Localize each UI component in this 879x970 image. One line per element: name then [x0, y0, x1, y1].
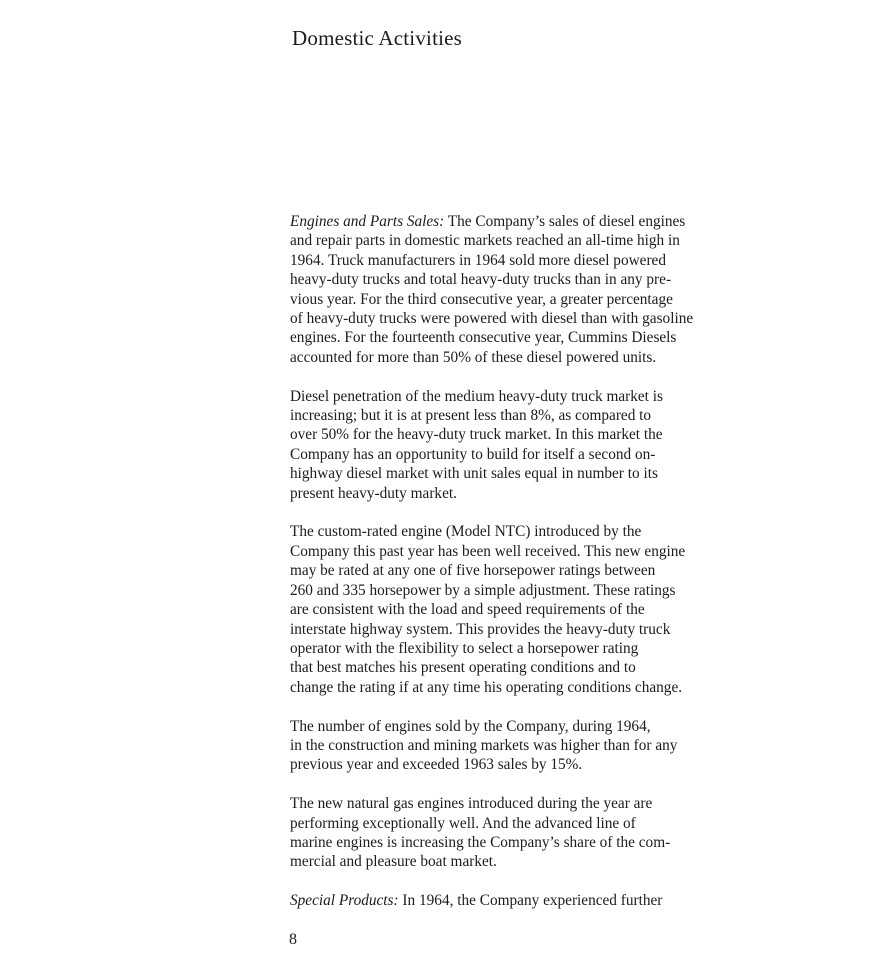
section-lead-engines-parts-sales: Engines and Parts Sales:: [290, 213, 445, 230]
text-line: increasing; but it is at present less than 8%, as compared to: [290, 407, 652, 425]
text-line: are consistent with the load and speed requirements of the: [290, 601, 645, 619]
text-line: The new natural gas engines introduced during the year are: [290, 795, 653, 813]
text-line: performing exceptionally well. And the advanced line of: [290, 814, 636, 832]
text-line: heavy-duty trucks and total heavy-duty trucks than in any pre-: [290, 271, 672, 289]
text-line: of heavy-duty trucks were powered with diesel than with gasoline: [290, 310, 694, 328]
text-line: and repair parts in domestic markets reached an all-time high in: [290, 232, 680, 250]
text-line: over 50% for the heavy-duty truck market. In this market the: [290, 426, 663, 444]
paragraph-natural-gas-marine: [290, 794, 740, 872]
text-line: 1964. Truck manufacturers in 1964 sold more diesel powered: [290, 251, 666, 269]
text-line: in the construction and mining markets was higher than for any: [290, 736, 678, 754]
text-line: Diesel penetration of the medium heavy-duty truck market is: [290, 387, 663, 405]
body-text: [290, 212, 740, 930]
text-line-content: In 1964, the Company experienced further: [398, 892, 663, 910]
text-line: Company has an opportunity to build for itself a second on-: [290, 445, 656, 463]
text-line: 260 and 335 horsepower by a simple adjustment. These ratings: [290, 581, 676, 599]
paragraph-custom-rated-engine: [290, 522, 740, 697]
text-line: highway diesel market with unit sales equal in number to its: [290, 465, 658, 483]
text-line: change the rating if at any time his operating conditions change.: [290, 678, 683, 696]
paragraph-special-products: [290, 891, 740, 910]
paragraph-diesel-penetration: [290, 387, 740, 503]
text-line: that best matches his present operating conditions and to: [290, 659, 636, 677]
section-lead-special-products: Special Products:: [290, 892, 399, 910]
text-line: The number of engines sold by the Company, during 1964,: [290, 717, 651, 735]
text-line: [290, 212, 740, 231]
paragraph-construction-mining: [290, 717, 740, 775]
page-title: Domestic Activities: [292, 26, 463, 50]
paragraph-engines-parts-sales: [290, 212, 740, 367]
text-line: engines. For the fourteenth consecutive year, Cummins Diesels: [290, 329, 677, 347]
text-line-content: The Company’s sales of diesel engines: [444, 213, 686, 230]
text-line: vious year. For the third consecutive year, a greater percentage: [290, 290, 673, 308]
text-line: operator with the flexibility to select a horsepower rating: [290, 639, 639, 657]
page-number: 8: [289, 931, 297, 948]
text-line: marine engines is increasing the Company’s share of the com-: [290, 833, 671, 851]
text-line: present heavy-duty market.: [290, 484, 457, 502]
text-line: interstate highway system. This provides the heavy-duty truck: [290, 620, 671, 638]
text-line: [290, 891, 740, 910]
text-line: mercial and pleasure boat market.: [290, 853, 497, 871]
text-line: The custom-rated engine (Model NTC) introduced by the: [290, 523, 642, 541]
text-line: accounted for more than 50% of these diesel powered units.: [290, 348, 657, 366]
text-line: previous year and exceeded 1963 sales by 15%.: [290, 756, 583, 774]
text-line: Company this past year has been well received. This new engine: [290, 542, 686, 560]
text-line: may be rated at any one of five horsepower ratings between: [290, 562, 656, 580]
